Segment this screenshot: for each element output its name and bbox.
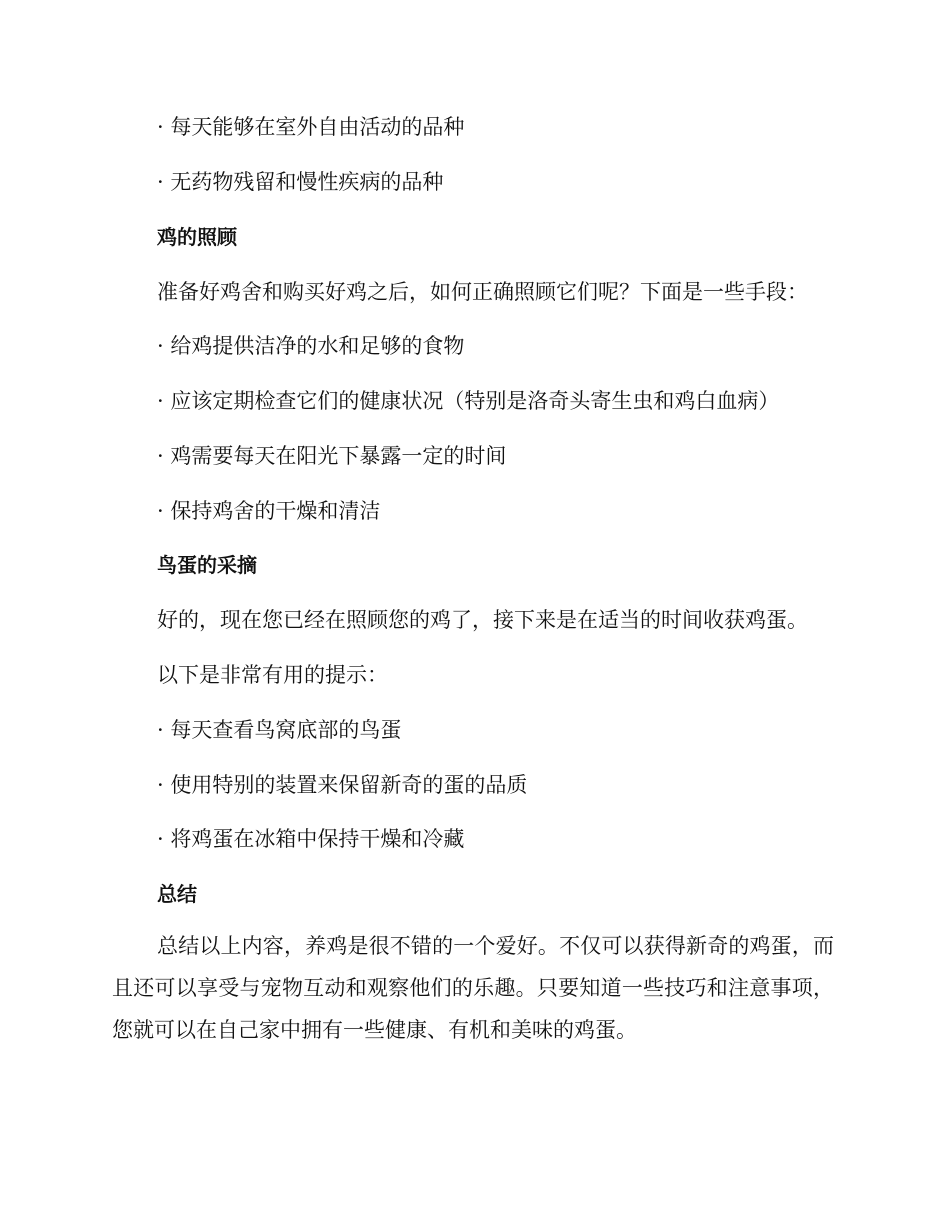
section-heading-egg-collection: 鸟蛋的采摘 [157, 553, 257, 577]
bullet-item: · 将鸡蛋在冰箱中保持干燥和冷藏 [157, 827, 465, 851]
section-heading-summary: 总结 [157, 882, 197, 906]
summary-paragraph: 总结以上内容，养鸡是很不错的一个爱好。不仅可以获得新奇的鸡蛋，而且还可以享受与宠物互动和观察他们的乐趣。只要知道一些技巧和注意事项，您就可以在自己家中拥有一些健康、有机和美味的鸡蛋。 [112, 934, 834, 1042]
section-heading-chicken-care: 鸡的照顾 [157, 225, 237, 249]
bullet-item: · 保持鸡舍的干燥和清洁 [157, 499, 381, 523]
bullet-item: · 使用特别的装置来保留新奇的蛋的品质 [157, 773, 528, 797]
bullet-item: · 给鸡提供洁净的水和足够的食物 [157, 334, 465, 358]
section-intro: 准备好鸡舍和购买好鸡之后，如何正确照顾它们呢？下面是一些手段： [157, 280, 808, 304]
section-intro-2: 以下是非常有用的提示： [157, 663, 388, 687]
bullet-item: · 无药物残留和慢性疾病的品种 [157, 170, 444, 194]
section-intro: 好的，现在您已经在照顾您的鸡了，接下来是在适当的时间收获鸡蛋。 [157, 608, 808, 632]
bullet-item: · 每天能够在室外自由活动的品种 [157, 115, 465, 139]
bullet-item: · 应该定期检查它们的健康状况（特别是洛奇头寄生虫和鸡白血病） [157, 389, 780, 413]
bullet-item: · 鸡需要每天在阳光下暴露一定的时间 [157, 444, 507, 468]
bullet-item: · 每天查看鸟窝底部的鸟蛋 [157, 718, 402, 742]
